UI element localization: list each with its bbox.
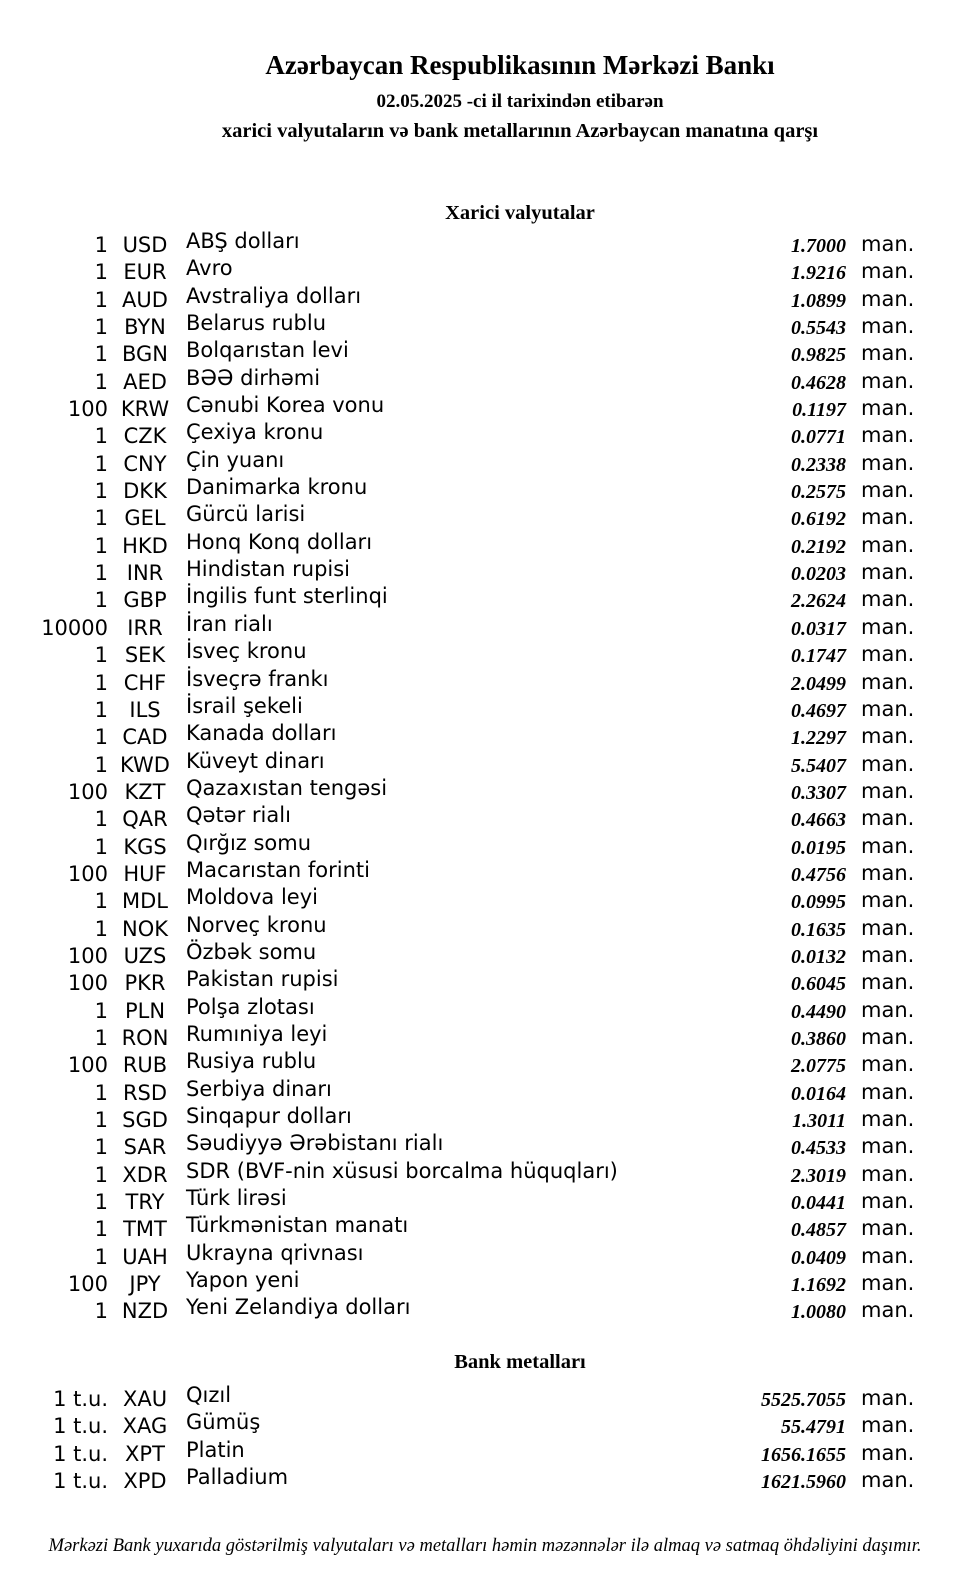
amount-value: 1 — [94, 725, 108, 750]
unit-label: man. — [861, 778, 915, 803]
currency-name: Avro — [186, 256, 233, 281]
rate-value: 1.9216 — [791, 262, 846, 285]
unit-label: man. — [861, 860, 915, 885]
unit-label: man. — [861, 1413, 915, 1438]
unit-label: man. — [861, 1134, 915, 1159]
unit-label: man. — [861, 587, 915, 612]
currency-name: Hindistan rupisi — [186, 557, 351, 582]
table-row — [40, 1465, 915, 1496]
unit-label: man. — [861, 724, 915, 749]
currency-code: SGD — [122, 1108, 168, 1132]
currency-code: GBP — [123, 588, 167, 613]
rate-value: 0.5543 — [791, 317, 846, 340]
disclaimer-text: Mərkəzi Bank yuxarıda göstərilmiş valyutaları və metalları həmin məzənnələr ilə almaq və satmaq öhdəliyini daşımır. — [48, 1536, 922, 1556]
currency-code: INR — [126, 561, 164, 586]
currency-name: SDR (BVF-nin xüsusi borcalma hüquqları) — [186, 1158, 618, 1183]
currency-code: XAG — [122, 1414, 168, 1439]
currency-code: KRW — [120, 397, 170, 422]
currency-code: BYN — [124, 315, 166, 340]
currency-name: Çexiya kronu — [186, 420, 324, 445]
currency-code: KZT — [124, 779, 166, 804]
currency-code: CAD — [122, 725, 168, 750]
unit-label: man. — [861, 314, 915, 339]
rate-value: 0.1635 — [791, 918, 846, 941]
unit-label: man. — [861, 1052, 915, 1077]
amount-value: 100 — [67, 779, 108, 804]
amount-value: 1 — [94, 889, 108, 914]
rate-value: 1.7000 — [791, 235, 846, 257]
currency-name: Rumıniya leyi — [186, 1021, 328, 1046]
amount-value: 1 — [94, 1217, 108, 1242]
amount-value: 1 — [94, 451, 108, 476]
currency-code: UZS — [123, 943, 167, 968]
currency-table — [40, 229, 915, 1327]
currency-code: KGS — [123, 834, 167, 859]
unit-label: man. — [861, 614, 915, 639]
unit-label: man. — [861, 642, 915, 667]
amount-value: 1 — [94, 834, 108, 859]
currency-name: Moldova leyi — [186, 885, 318, 910]
currency-name: Özbək somu — [186, 939, 317, 964]
unit-label: man. — [861, 1386, 915, 1410]
amount-value: 1 — [94, 670, 108, 695]
amount-value: 1 — [94, 1299, 108, 1324]
rate-value: 2.2624 — [791, 590, 846, 613]
amount-value: 1 — [94, 1025, 108, 1050]
currency-name: İran rialı — [186, 611, 273, 636]
currency-name: Platin — [186, 1437, 245, 1462]
amount-value: 1 — [94, 533, 108, 558]
unit-label: man. — [861, 833, 915, 858]
rate-value: 1.3011 — [792, 1110, 846, 1132]
currency-code: AUD — [122, 287, 168, 312]
rate-value: 0.6192 — [791, 508, 846, 531]
amount-value: 1 — [94, 424, 108, 449]
table-row — [40, 1295, 915, 1326]
rate-value: 1.0080 — [791, 1301, 846, 1324]
currencies-section-title: Xarici valyutalar — [445, 202, 595, 224]
rate-value: 0.0995 — [791, 891, 846, 914]
unit-label: man. — [861, 396, 915, 421]
unit-label: man. — [861, 341, 915, 366]
amount-value: 1 — [94, 233, 108, 257]
currency-name: Türk lirəsi — [186, 1186, 287, 1211]
currency-name: Bolqarıstan levi — [186, 338, 349, 363]
unit-label: man. — [861, 1079, 915, 1104]
currency-name: Çin yuanı — [186, 447, 285, 472]
currency-name: Gürcü larisi — [186, 502, 306, 527]
page-title: Azərbaycan Respublikasının Mərkəzi Bankı — [265, 50, 775, 80]
currency-name: İsrail şekeli — [186, 693, 303, 718]
rate-value: 5525.7055 — [761, 1389, 846, 1411]
unit-label: man. — [861, 1271, 915, 1296]
currency-name: Qırğız somu — [186, 830, 312, 855]
rate-value: 0.4490 — [791, 1000, 846, 1023]
currency-name: Honq Konq dolları — [186, 529, 373, 554]
amount-value: 1 — [94, 506, 108, 531]
currency-code: TRY — [125, 1190, 165, 1215]
amount-value: 1 — [94, 369, 108, 394]
amount-value: 1 — [94, 697, 108, 722]
amount-value: 1 — [94, 1108, 108, 1132]
amount-value: 1 — [94, 1244, 108, 1269]
unit-label: man. — [861, 505, 915, 530]
currency-name: Serbiya dinarı — [186, 1076, 332, 1101]
currency-code: AED — [123, 369, 167, 394]
amount-value: 1 — [94, 916, 108, 941]
rate-value: 1656.1655 — [761, 1443, 846, 1466]
currency-name: Avstraliya dolları — [186, 283, 362, 308]
rate-value: 2.3019 — [791, 1164, 846, 1187]
currency-code: CZK — [123, 424, 167, 449]
rate-value: 0.4533 — [791, 1137, 846, 1160]
rate-value: 0.0771 — [791, 426, 846, 449]
rate-value: 0.6045 — [791, 973, 846, 996]
rate-value: 5.5407 — [791, 754, 846, 777]
unit-label: man. — [861, 259, 915, 284]
rate-value: 2.0499 — [791, 672, 846, 695]
rate-value: 0.2338 — [791, 453, 846, 476]
currency-name: Yeni Zelandiya dolları — [186, 1295, 411, 1320]
currency-code: HUF — [123, 861, 167, 886]
unit-label: man. — [861, 232, 915, 256]
currency-name: Küveyt dinarı — [186, 748, 325, 773]
rate-value: 1.1692 — [791, 1274, 846, 1297]
currency-code: CNY — [123, 451, 167, 476]
rate-value: 0.3307 — [791, 781, 846, 804]
currency-code: HKD — [122, 533, 168, 558]
currency-code: DKK — [123, 479, 167, 504]
unit-label: man. — [861, 1440, 915, 1465]
amount-value: 1 — [94, 479, 108, 504]
rate-value: 0.1197 — [792, 399, 846, 422]
currency-name: Ukrayna qrivnası — [186, 1240, 364, 1265]
amount-value: 1 — [94, 643, 108, 668]
unit-label: man. — [861, 1468, 915, 1493]
currency-name: Sinqapur dolları — [186, 1104, 352, 1128]
amount-value: 1 — [94, 342, 108, 367]
currency-code: QAR — [122, 807, 168, 832]
unit-label: man. — [861, 1243, 915, 1268]
rate-value: 0.2575 — [791, 481, 846, 504]
amount-value: 100 — [67, 861, 108, 886]
unit-label: man. — [861, 888, 915, 913]
currency-name: BƏƏ dirhəmi — [186, 365, 321, 390]
currency-code: ILS — [129, 697, 161, 722]
currency-code: XPD — [123, 1469, 167, 1494]
amount-value: 100 — [67, 397, 108, 422]
amount-value: 1 — [94, 807, 108, 832]
rate-value: 0.0441 — [791, 1192, 846, 1215]
amount-value: 10000 — [41, 615, 108, 640]
rate-value: 0.0317 — [791, 617, 846, 640]
currency-name: Yapon yeni — [186, 1268, 300, 1293]
unit-label: man. — [861, 1189, 915, 1214]
metals-section-title: Bank metalları — [454, 1351, 586, 1373]
effective-date-line: 02.05.2025 -ci il tarixindən etibarən — [376, 91, 664, 112]
currency-code: UAH — [122, 1244, 168, 1269]
rate-value: 0.0195 — [791, 836, 846, 859]
currency-code: PKR — [124, 971, 166, 996]
currency-name: Palladium — [186, 1465, 289, 1490]
rate-value: 1.0899 — [791, 289, 846, 312]
rate-value: 0.4857 — [791, 1219, 846, 1242]
unit-label: man. — [861, 286, 915, 311]
unit-label: man. — [861, 423, 915, 448]
unit-label: man. — [861, 1024, 915, 1049]
rate-value: 0.3860 — [791, 1027, 846, 1050]
rate-value: 2.0775 — [791, 1055, 846, 1078]
metals-table — [40, 1383, 915, 1496]
currency-name: Pakistan rupisi — [186, 967, 339, 992]
rate-value: 0.0409 — [791, 1246, 846, 1269]
currency-name: Gümüş — [186, 1410, 261, 1435]
rate-value: 0.0203 — [791, 563, 846, 586]
currency-name: ABŞ dolları — [186, 229, 300, 253]
rate-value: 0.4663 — [791, 809, 846, 832]
currency-name: Macarıstan forinti — [186, 857, 370, 882]
amount-value: 100 — [67, 1272, 108, 1297]
rate-value: 0.4628 — [791, 371, 846, 394]
currency-code: RUB — [122, 1053, 168, 1078]
currency-name: Norveç kronu — [186, 912, 327, 937]
currency-code: CHF — [123, 670, 167, 695]
unit-label: man. — [861, 368, 915, 393]
currency-code: XDR — [122, 1162, 168, 1187]
currency-code: GEL — [124, 506, 166, 531]
currency-name: Rusiya rublu — [186, 1049, 317, 1074]
currency-code: XPT — [125, 1441, 165, 1466]
unit-label: man. — [861, 560, 915, 585]
currency-code: TMT — [123, 1217, 167, 1242]
currency-code: USD — [122, 233, 168, 257]
amount-value: 1 — [94, 561, 108, 586]
amount-value: 1 t.u. — [53, 1387, 108, 1411]
currency-name: Qətər rialı — [186, 803, 291, 828]
amount-value: 100 — [67, 1053, 108, 1078]
currency-code: NZD — [121, 1299, 169, 1324]
currency-code: XAU — [122, 1387, 168, 1411]
rate-value: 0.0132 — [791, 945, 846, 968]
amount-value: 1 — [94, 287, 108, 312]
currency-code: MDL — [122, 889, 168, 914]
currency-name: Türkmənistan manatı — [186, 1213, 409, 1238]
rate-value: 0.9825 — [791, 344, 846, 367]
unit-label: man. — [861, 806, 915, 831]
currency-code: KWD — [120, 752, 170, 777]
currency-name: Kanada dolları — [186, 721, 337, 746]
currency-code: IRR — [127, 615, 163, 640]
currency-name: Belarus rublu — [186, 311, 327, 336]
amount-value: 100 — [67, 943, 108, 968]
rate-value: 0.0164 — [791, 1082, 846, 1105]
unit-label: man. — [861, 997, 915, 1022]
currency-code: PLN — [124, 998, 166, 1023]
unit-label: man. — [861, 450, 915, 475]
rate-value: 55.4791 — [781, 1416, 846, 1439]
amount-value: 1 — [94, 315, 108, 340]
currency-name: İsveçrə frankı — [186, 666, 329, 691]
unit-label: man. — [861, 751, 915, 776]
amount-value: 1 — [94, 752, 108, 777]
currency-name: Səudiyyə Ərəbistanı rialı — [186, 1131, 444, 1156]
unit-label: man. — [861, 669, 915, 694]
currency-code: RON — [121, 1025, 169, 1050]
rate-value: 0.1747 — [791, 645, 846, 668]
rate-value: 1621.5960 — [761, 1471, 846, 1494]
currency-code: SAR — [123, 1135, 167, 1160]
rate-value: 1.2297 — [791, 727, 846, 750]
page-subtitle: xarici valyutaların və bank metallarının Azərbaycan manatına qarşı — [221, 120, 819, 142]
currency-name: Danimarka kronu — [186, 475, 368, 500]
amount-value: 1 — [94, 1190, 108, 1215]
currency-code: BGN — [121, 342, 169, 367]
unit-label: man. — [861, 1107, 915, 1131]
currency-code: SEK — [124, 643, 166, 668]
amount-value: 1 — [94, 1135, 108, 1160]
unit-label: man. — [861, 478, 915, 503]
amount-value: 1 — [94, 260, 108, 285]
amount-value: 1 — [94, 1080, 108, 1105]
unit-label: man. — [861, 532, 915, 557]
amount-value: 1 t.u. — [53, 1414, 108, 1439]
currency-name: Cənubi Korea vonu — [186, 393, 385, 418]
unit-label: man. — [861, 696, 915, 721]
unit-label: man. — [861, 915, 915, 940]
amount-value: 1 t.u. — [53, 1469, 108, 1494]
amount-value: 100 — [67, 971, 108, 996]
amount-value: 1 — [94, 1162, 108, 1187]
rate-value: 0.2192 — [791, 535, 846, 558]
unit-label: man. — [861, 1298, 915, 1323]
currency-name: Qızıl — [186, 1383, 232, 1407]
rate-value: 0.4697 — [791, 699, 846, 722]
amount-value: 1 — [94, 588, 108, 613]
currency-code: RSD — [122, 1080, 168, 1105]
unit-label: man. — [861, 1216, 915, 1241]
unit-label: man. — [861, 1161, 915, 1186]
unit-label: man. — [861, 970, 915, 995]
currency-code: JPY — [129, 1272, 161, 1297]
rate-value: 0.4756 — [791, 863, 846, 886]
amount-value: 1 t.u. — [53, 1441, 108, 1466]
currency-name: İsveç kronu — [186, 639, 307, 664]
amount-value: 1 — [94, 998, 108, 1023]
currency-code: NOK — [121, 916, 168, 941]
currency-name: Polşa zlotası — [186, 994, 315, 1019]
unit-label: man. — [861, 942, 915, 967]
currency-name: İngilis funt sterlinqi — [186, 584, 388, 609]
currency-code: EUR — [123, 260, 167, 285]
currency-name: Qazaxıstan tengəsi — [186, 775, 388, 800]
